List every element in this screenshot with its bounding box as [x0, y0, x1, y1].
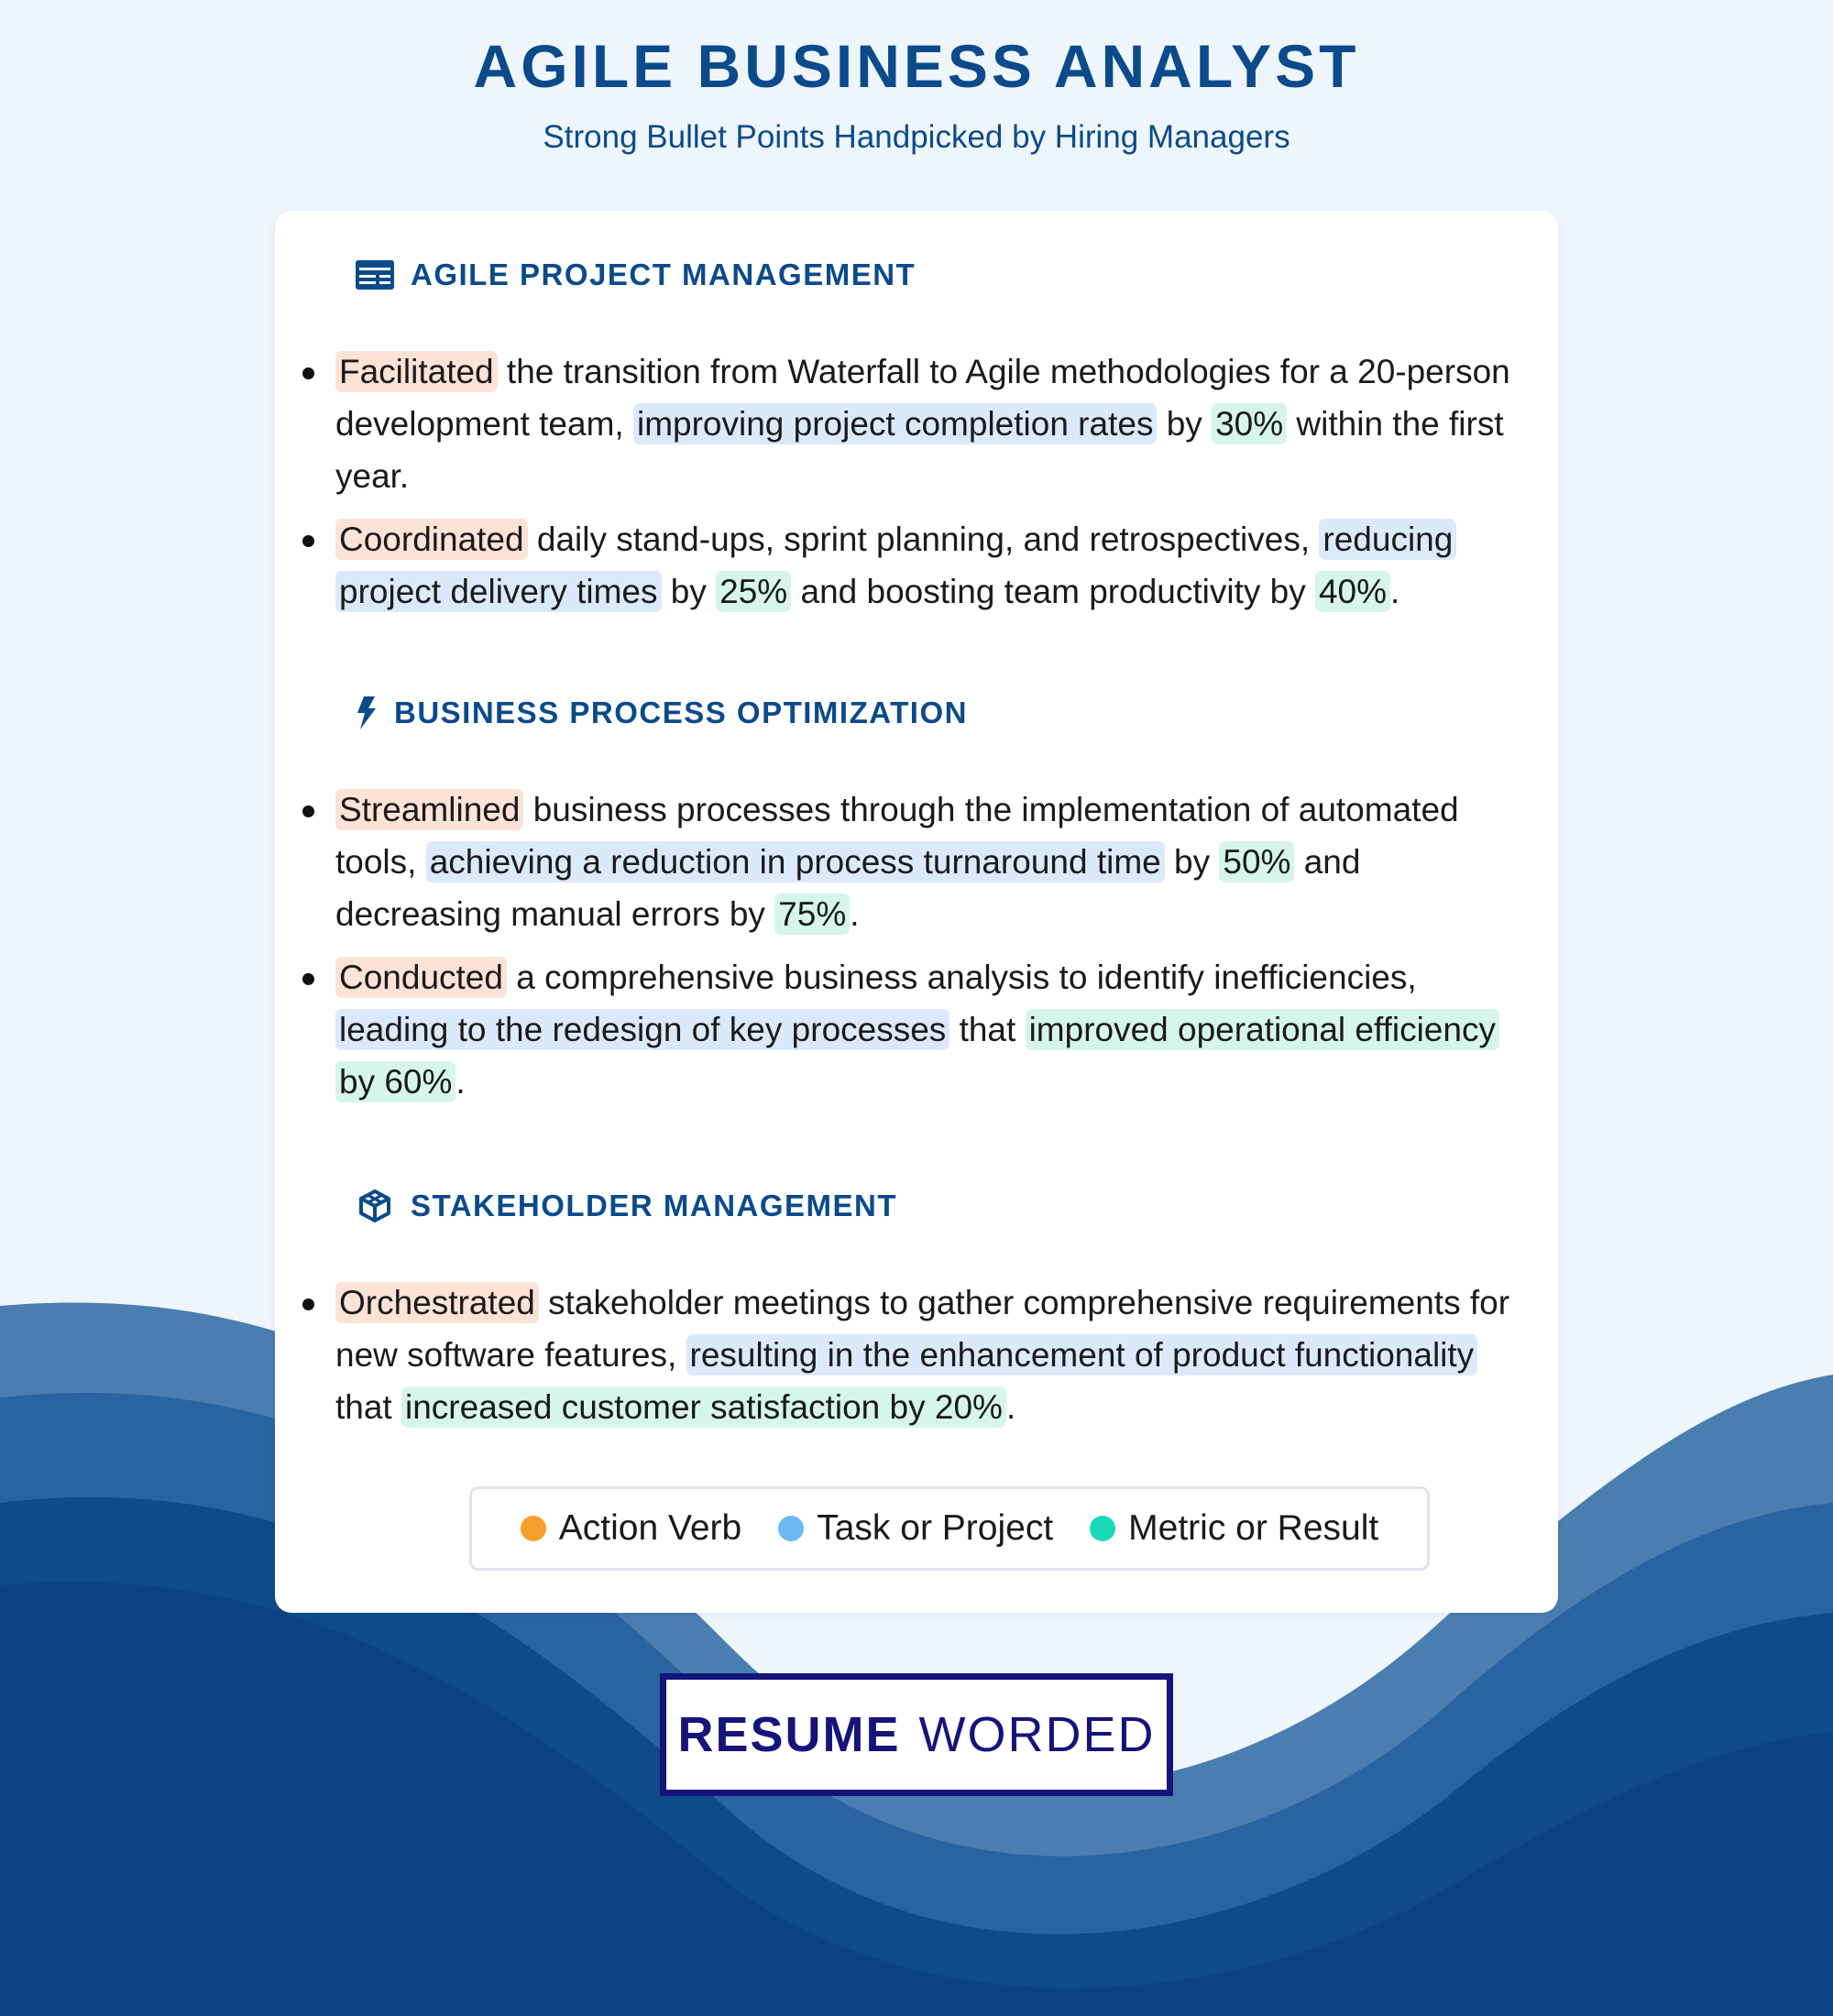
bullet-item [302, 513, 1512, 618]
task-highlight: reducing project delivery times [335, 519, 1456, 612]
metric-highlight: increased customer satisfaction by 20% [401, 1386, 1006, 1428]
section-header [302, 252, 1512, 298]
resume-worded-logo[interactable] [660, 1673, 1173, 1796]
metric-highlight: 40% [1315, 571, 1390, 612]
bullet-item [302, 951, 1512, 1108]
task-highlight: leading to the redesign of key processes [335, 1009, 949, 1050]
lightning-bolt-icon [356, 694, 378, 732]
logo-bold-text: RESUME [677, 1707, 901, 1762]
bullet-list [302, 345, 1512, 618]
metric-highlight: 30% [1212, 403, 1287, 444]
section-title: BUSINESS PROCESS OPTIMIZATION [394, 696, 968, 729]
legend-task-or-project [778, 1508, 1053, 1549]
bullet-text: by [1164, 843, 1220, 881]
bullet-text: by [1157, 405, 1213, 443]
task-highlight: improving project completion rates [633, 403, 1157, 444]
action-verb-highlight: Coordinated [335, 519, 528, 560]
legend-label: Task or Project [817, 1508, 1054, 1548]
legend-metric-or-result [1090, 1508, 1378, 1549]
legend-label: Metric or Result [1128, 1508, 1379, 1548]
bullet-text: that [949, 1011, 1026, 1048]
bullet-text: by [661, 573, 717, 610]
header [0, 27, 1833, 158]
bullet-text: daily stand-ups, sprint planning, and retrospectives, [527, 520, 1320, 558]
section-business-process-optimization [302, 690, 1512, 1119]
task-highlight: achieving a reduction in process turnaround time [426, 841, 1165, 882]
task-highlight: resulting in the enhancement of product functionality [686, 1334, 1478, 1375]
bullet-text: and decreasing manual errors by [335, 843, 1361, 933]
bullet-text: and boosting team productivity by [791, 573, 1315, 610]
bullet-text: . [1390, 573, 1400, 610]
section-stakeholder-management [302, 1183, 1512, 1444]
section-header [302, 690, 1512, 736]
bullet-item [302, 345, 1512, 502]
bullet-text: that [335, 1388, 401, 1426]
action-verb-highlight: Streamlined [335, 789, 523, 830]
teal-dot-icon [1090, 1516, 1115, 1541]
section-agile-project-management [302, 252, 1512, 629]
metric-highlight: improved operational efficiency by 60% [335, 1009, 1499, 1102]
bullet-text: stakeholder meetings to gather comprehensive requirements for new software features, [335, 1284, 1510, 1374]
legend-action-verb [521, 1508, 741, 1549]
page-title: AGILE BUSINESS ANALYST [473, 32, 1360, 100]
bullet-card [275, 211, 1558, 1613]
section-title: STAKEHOLDER MANAGEMENT [411, 1189, 898, 1222]
bullet-list [302, 783, 1512, 1108]
bullet-text: . [456, 1063, 466, 1101]
page-subtitle: Strong Bullet Points Handpicked by Hiring Managers [543, 119, 1290, 155]
bullet-item [302, 1276, 1512, 1433]
section-title: AGILE PROJECT MANAGEMENT [411, 257, 916, 291]
orange-dot-icon [521, 1516, 546, 1541]
bullet-text: . [850, 895, 860, 933]
logo-light-text: WORDED [918, 1707, 1156, 1762]
metric-highlight: 75% [774, 893, 850, 935]
bullet-item [302, 783, 1512, 940]
bullet-text: . [1005, 1388, 1016, 1426]
legend [469, 1486, 1430, 1571]
bullet-text: within the first year. [335, 405, 1504, 495]
action-verb-highlight: Conducted [335, 957, 507, 998]
bullet-list [302, 1276, 1512, 1433]
id-card-icon [356, 256, 394, 294]
action-verb-highlight: Orchestrated [335, 1282, 539, 1323]
bullet-text: the transition from Waterfall to Agile methodologies for a 20-person development team, [335, 353, 1510, 443]
metric-highlight: 25% [716, 571, 791, 612]
cube-icon [356, 1187, 394, 1225]
blue-dot-icon [778, 1516, 804, 1541]
action-verb-highlight: Facilitated [335, 351, 498, 392]
metric-highlight: 50% [1219, 841, 1294, 882]
bullet-text: business processes through the implementation of automated tools, [335, 791, 1459, 881]
legend-label: Action Verb [558, 1508, 742, 1548]
bullet-text: a comprehensive business analysis to identify inefficiencies, [506, 959, 1417, 996]
section-header [302, 1183, 1512, 1229]
